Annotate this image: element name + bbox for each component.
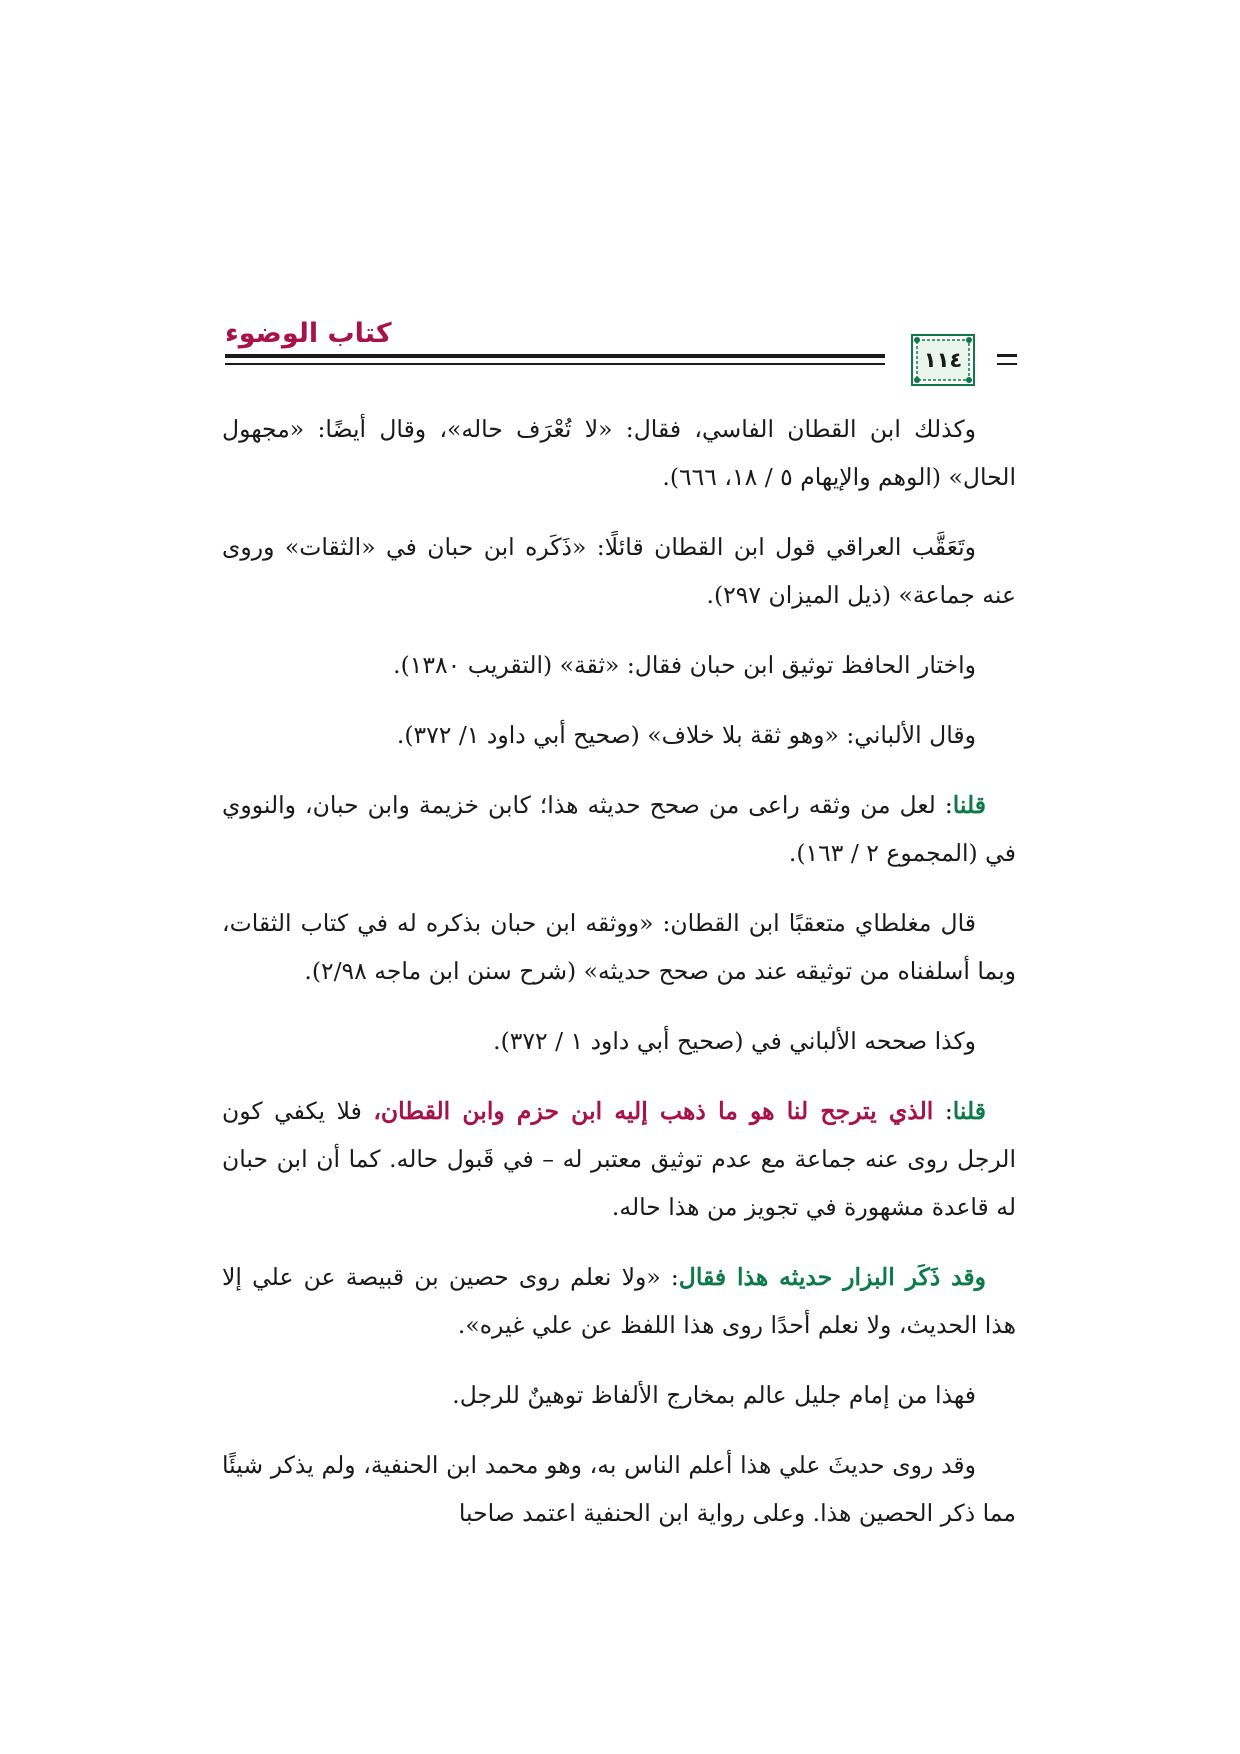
bazzar-label: وقد ذَكَر البزار حديثه هذا فقال xyxy=(678,1263,987,1291)
paragraph-7: وكذا صححه الألباني في (صحيح أبي داود ١ / ٣٧٢). xyxy=(493,1027,976,1055)
qulna-label: قلنا xyxy=(952,1097,987,1125)
paragraph-8-highlight: الذي يترجح لنا هو ما ذهب إليه ابن حزم وابن القطان، xyxy=(373,1097,934,1125)
header-rule-right-thin xyxy=(997,363,1017,365)
paragraph-9 xyxy=(222,1253,1016,1349)
paragraph-1: وكذلك ابن القطان الفاسي، فقال: «لا تُعْرَف حاله»، وقال أيضًا: «مجهول الحال» (الوهم والإيهام ٥ / ١٨، ٦٦٦). xyxy=(222,415,1016,491)
paragraph-3: واختار الحافظ توثيق ابن حبان فقال: «ثقة» (التقريب ١٣٨٠). xyxy=(393,651,976,679)
book-title: كتاب الوضوء xyxy=(225,318,392,349)
paragraph-4: وقال الألباني: «وهو ثقة بلا خلاف» (صحيح أبي داود ١/ ٣٧٢). xyxy=(396,721,976,749)
page-number: ١١٤ xyxy=(923,348,963,372)
header-rule-thick xyxy=(225,354,885,358)
paragraph-2: وتَعَقَّب العراقي قول ابن القطان قائلًا: «ذَكَره ابن حبان في «الثقات» وروى عنه جماعة» (ذيل الميزان ٢٩٧). xyxy=(222,533,1016,609)
paragraph-8-text: فلا يكفي كون الرجل روى عنه جماعة مع عدم توثيق معتبر له – في قَبول حاله. كما أن ابن حبان له قاعدة مشهورة في تجويز من هذا حاله. xyxy=(222,1097,1016,1221)
header-rule-right-thick xyxy=(997,354,1017,357)
paragraph-6: قال مغلطاي متعقبًا ابن القطان: «ووثقه ابن حبان بذكره له في كتاب الثقات، وبما أسلفناه من توثيقه عند من صحح حديثه» (شرح سنن ابن ماجه ٢/٩٨). xyxy=(222,909,1016,985)
paragraph-9-text: : «ولا نعلم روى حصين بن قبيصة عن علي إلا هذا الحديث، ولا نعلم أحدًا روى هذا اللفظ عن علي غيره». xyxy=(222,1263,1016,1339)
paragraph-11: وقد روى حديثَ علي هذا أعلم الناس به، وهو محمد ابن الحنفية، ولم يذكر شيئًا مما ذكر الحصين هذا. وعلى رواية ابن الحنفية اعتمد صاحبا xyxy=(222,1451,1016,1527)
page-header xyxy=(225,310,1017,390)
page-number-badge xyxy=(911,334,975,386)
paragraph-5-text: : لعل من وثقه راعى من صحح حديثه هذا؛ كابن خزيمة وابن حبان، والنووي في (المجموع ٢ / ١٦٣). xyxy=(222,791,1016,867)
qulna-label: قلنا xyxy=(952,791,986,819)
page-body xyxy=(222,405,1016,1547)
paragraph-8 xyxy=(222,1087,1016,1231)
header-rule-thin xyxy=(225,363,885,365)
paragraph-8-colon: : xyxy=(933,1097,953,1125)
paragraph-10: فهذا من إمام جليل عالم بمخارج الألفاظ توهينٌ للرجل. xyxy=(452,1381,976,1409)
paragraph-5 xyxy=(222,781,1016,877)
